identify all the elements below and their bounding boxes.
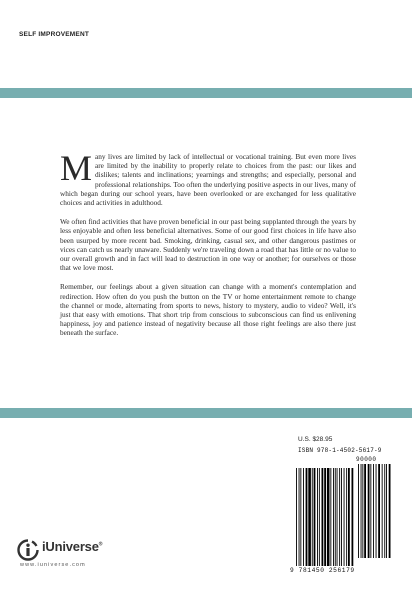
barcode-bar	[333, 468, 334, 566]
barcode-bar	[362, 464, 363, 558]
barcode-bar	[300, 468, 301, 566]
barcode-bar	[348, 468, 350, 566]
barcode-bar	[352, 468, 354, 566]
publisher-logo	[17, 537, 157, 577]
cover-blurb	[60, 148, 356, 348]
price-label: U.S. $28.95	[298, 436, 333, 443]
barcode-bar	[384, 464, 385, 558]
barcode-bar	[312, 468, 313, 566]
barcode-bar	[335, 468, 336, 566]
blurb-paragraph-3: Remember, our feelings about a given situation can change with a moment's contemplation and redirection. How often do you push the button on the TV or home entertainment remote to change the channel or mode, alternating from sports to news, history to mystery, audio to video? Well, it's just that easy with emotions. That short trip from conscious to subconscious can find us enlivening happiness, joy and patience instead of negativity because all those right feelings are also there just beneath the surface.	[60, 282, 356, 338]
barcode-bar	[303, 468, 304, 566]
barcode-bar	[376, 464, 377, 558]
barcode-bar	[339, 468, 340, 566]
price-code-digits: 90000	[356, 456, 377, 463]
barcode-bar	[337, 468, 338, 566]
blurb-paragraph-2: We often find activities that have proven beneficial in our past being supplanted through the years by less enjoyable and often less beneficial alternatives. Some of our good first choices in life have also been usurped by more recent bad. Smoking, drinking, casual sex, and other dangerous pastimes or vices can catch us nearly unaware. Suddenly we're traveling down a road that has little or no value to our overall growth and in fact will lead to destruction in one way or another; for ourselves or those that we love most.	[60, 217, 356, 273]
barcode-bar	[299, 468, 300, 566]
blurb-paragraph-1	[60, 148, 356, 208]
barcode-bar	[370, 464, 371, 558]
isbn-text: ISBN 978-1-4502-5617-9	[298, 447, 382, 454]
publisher-url: www.iuniverse.com	[20, 562, 86, 568]
barcode-bar	[306, 468, 308, 566]
barcode-bar	[364, 464, 366, 558]
barcode-bar	[386, 464, 387, 558]
barcode-bar	[296, 468, 297, 566]
barcode-digits: 9 781450 256179	[290, 567, 355, 574]
drop-cap: M	[60, 148, 93, 188]
iuniverse-logo-icon	[17, 539, 39, 561]
category-label: SELF IMPROVEMENT	[19, 31, 90, 38]
barcode-bar	[368, 464, 370, 558]
barcode-bar	[382, 464, 383, 558]
bottom-color-band	[0, 408, 412, 418]
isbn-barcode	[288, 447, 395, 578]
barcode-bar	[317, 468, 318, 566]
barcode-bar	[361, 464, 362, 558]
barcode-bar	[341, 468, 342, 566]
barcode-bar	[358, 464, 359, 558]
top-color-band	[0, 88, 412, 98]
barcode-bar	[373, 464, 374, 558]
barcode-bar	[389, 464, 391, 558]
barcode-bar	[378, 464, 380, 558]
barcode-bar	[308, 468, 311, 566]
barcode-bar	[314, 468, 316, 566]
barcode-bars	[288, 464, 395, 568]
barcode-bar	[346, 468, 347, 566]
barcode-bar	[344, 468, 345, 566]
barcode-bar	[327, 468, 330, 566]
barcode-bar	[322, 468, 324, 566]
barcode-bar	[324, 468, 326, 566]
barcode-bar	[319, 468, 320, 566]
barcode-bar	[330, 468, 331, 566]
publisher-name: iUniverse®	[42, 539, 103, 554]
blurb-paragraph-1-text: any lives are limited by lack of intellectual or vocational training. But even more lives are limited by the inability to properly relate to choices from the past: our likes and dislikes; talents and inclinations; yearnings and strengths; and especially, personal and professional relationships. Too often the underlying positive aspects in our lives, many of which began during our school years, have been overlooked or are exchanged for less qualitative choices and activities in adulthood.	[60, 152, 356, 208]
